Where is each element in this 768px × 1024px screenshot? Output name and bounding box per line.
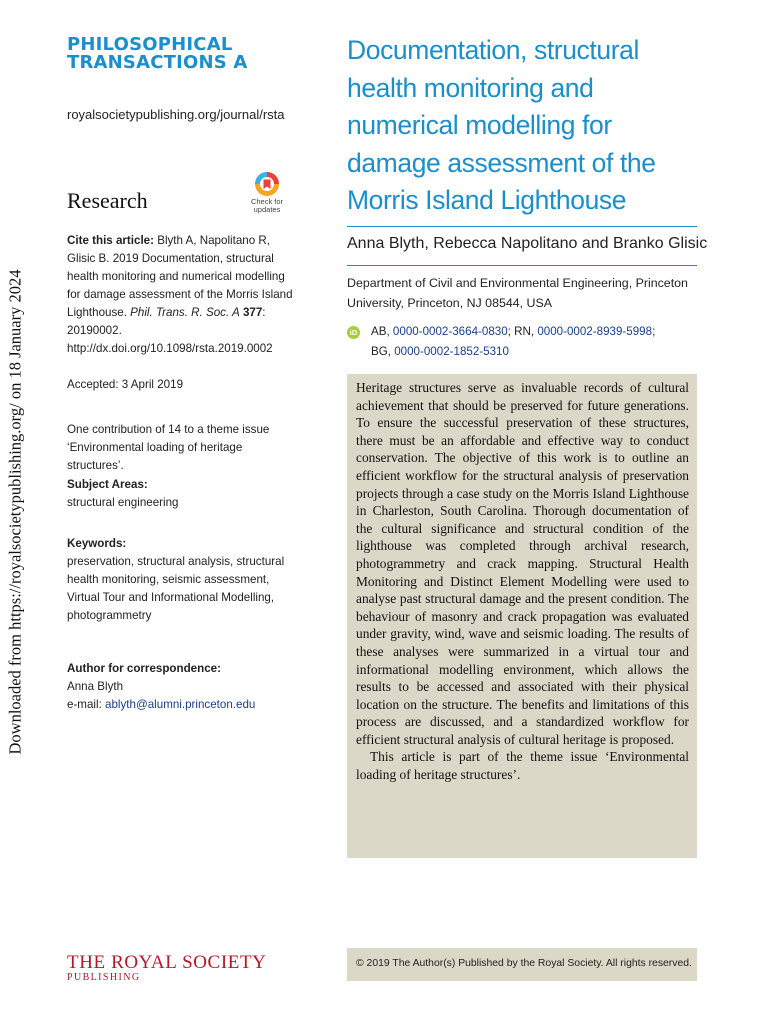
title-divider xyxy=(347,226,697,227)
accepted-date: Accepted: 3 April 2019 xyxy=(67,378,184,391)
journal-url-link[interactable]: royalsocietypublishing.org/journal/rsta xyxy=(67,107,285,122)
subject-areas xyxy=(67,476,299,512)
citation-volume: 377 xyxy=(242,306,263,319)
subject-areas-heading: Subject Areas: xyxy=(67,478,148,491)
download-banner xyxy=(2,252,28,772)
orcid-bg-label: BG, xyxy=(371,345,395,358)
check-updates-icon xyxy=(253,170,281,198)
correspondence xyxy=(67,660,299,714)
correspondence-name: Anna Blyth xyxy=(67,680,124,693)
check-for-updates-button[interactable] xyxy=(244,170,290,220)
affiliation: Department of Civil and Environmental Engineering, Princeton University, Princeton, NJ 08544, USA xyxy=(347,276,688,310)
journal-name[interactable] xyxy=(67,36,297,72)
royal-society-logo-line1: THE ROYAL SOCIETY xyxy=(67,952,267,973)
paper-title: Documentation, structural health monitoring and numerical modelling for damage assessment of the Morris Island Lighthouse xyxy=(347,35,656,215)
theme-contribution: One contribution of 14 to a theme issue ‘Environmental loading of heritage structures’. xyxy=(67,423,270,472)
orcid-block xyxy=(347,322,707,362)
royal-society-logo-line2: PUBLISHING xyxy=(67,972,141,983)
abstract-text: Heritage structures serve as invaluable records of cultural achievement that should be preserved for future generations. To ensure the successful preservation of these structures, there must be an affordable and effective way to conduct conservation. The objective of this work is to outline an efficient workflow for the structural analysis of preservation projects through a case study on the Morris Island Lighthouse in Charleston, South Carolina. Thorough documentation of the cultural significance and structural condition of the lighthouse was completed through archival research, photogrammetry and crack mapping. Structural Health Monitoring and Distinct Element Modelling were used to analyse past structural damage and the present condition. The behaviour of masonry and crack propagation was evaluated under gravity, wind, wave and seismic loading. The results of these analyses were summarized in a virtual tour and informational modelling environment, which allows the results to be accessed and associated with their physical location on the structure. The benefits and limitations of this process are discussed, and a standardized workflow for efficient structural analysis of cultural heritage is proposed. xyxy=(356,380,689,747)
author-list: Anna Blyth, Rebecca Napolitano and Branko Glisic xyxy=(347,235,708,252)
author-divider xyxy=(347,265,697,266)
orcid-ab-link[interactable]: 0000-0002-3664-0830 xyxy=(392,325,508,338)
royal-society-logo[interactable] xyxy=(67,952,267,983)
abstract-box xyxy=(347,374,697,858)
orcid-icon: iD xyxy=(347,326,360,339)
subject-areas-value[interactable]: structural engineering xyxy=(67,496,179,509)
orcid-separator: ; xyxy=(652,325,656,338)
email-label: e-mail: xyxy=(67,698,106,711)
citation-label: Cite this article: xyxy=(67,234,154,247)
download-banner-text: Downloaded from https://royalsocietypublishing.org/ on 18 January 2024 xyxy=(5,269,25,755)
check-updates-label: Check for updates xyxy=(250,197,284,214)
keywords-heading: Keywords: xyxy=(67,537,127,550)
citation-text: Blyth A, Napolitano R, Glisic B. 2019 Documentation, structural health monitoring and numerical modelling for damage assessment of the Morris Island Lighthouse. xyxy=(67,234,293,319)
section-label: Research xyxy=(67,188,148,213)
keywords xyxy=(67,535,299,625)
citation-journal: Phil. Trans. R. Soc. A xyxy=(130,306,240,319)
orcid-bg-link[interactable]: 0000-0002-1852-5310 xyxy=(394,345,509,358)
keywords-value[interactable]: preservation, structural analysis, structural health monitoring, seismic assessment, Virtual Tour and Informational Modelling, photogrammetry xyxy=(67,555,285,622)
citation-article-number: : 20190002. xyxy=(67,306,266,337)
orcid-ab-label: AB, xyxy=(371,325,393,338)
copyright-notice: © 2019 The Author(s) Published by the Royal Society. All rights reserved. xyxy=(347,948,697,981)
theme-issue-note: This article is part of the theme issue ‘Environmental loading of heritage structures’. xyxy=(356,749,689,783)
email-link[interactable]: ablyth@alumni.princeton.edu xyxy=(105,698,256,711)
journal-name-line1: PHILOSOPHICAL xyxy=(67,34,233,55)
orcid-rn-link[interactable]: 0000-0002-8939-5998 xyxy=(537,325,653,338)
journal-name-line2: TRANSACTIONS A xyxy=(67,52,248,73)
citation-block xyxy=(67,232,299,358)
doi-link[interactable]: http://dx.doi.org/10.1098/rsta.2019.0002 xyxy=(67,342,273,355)
correspondence-heading: Author for correspondence: xyxy=(67,662,221,675)
orcid-rn-label: ; RN, xyxy=(507,325,538,338)
